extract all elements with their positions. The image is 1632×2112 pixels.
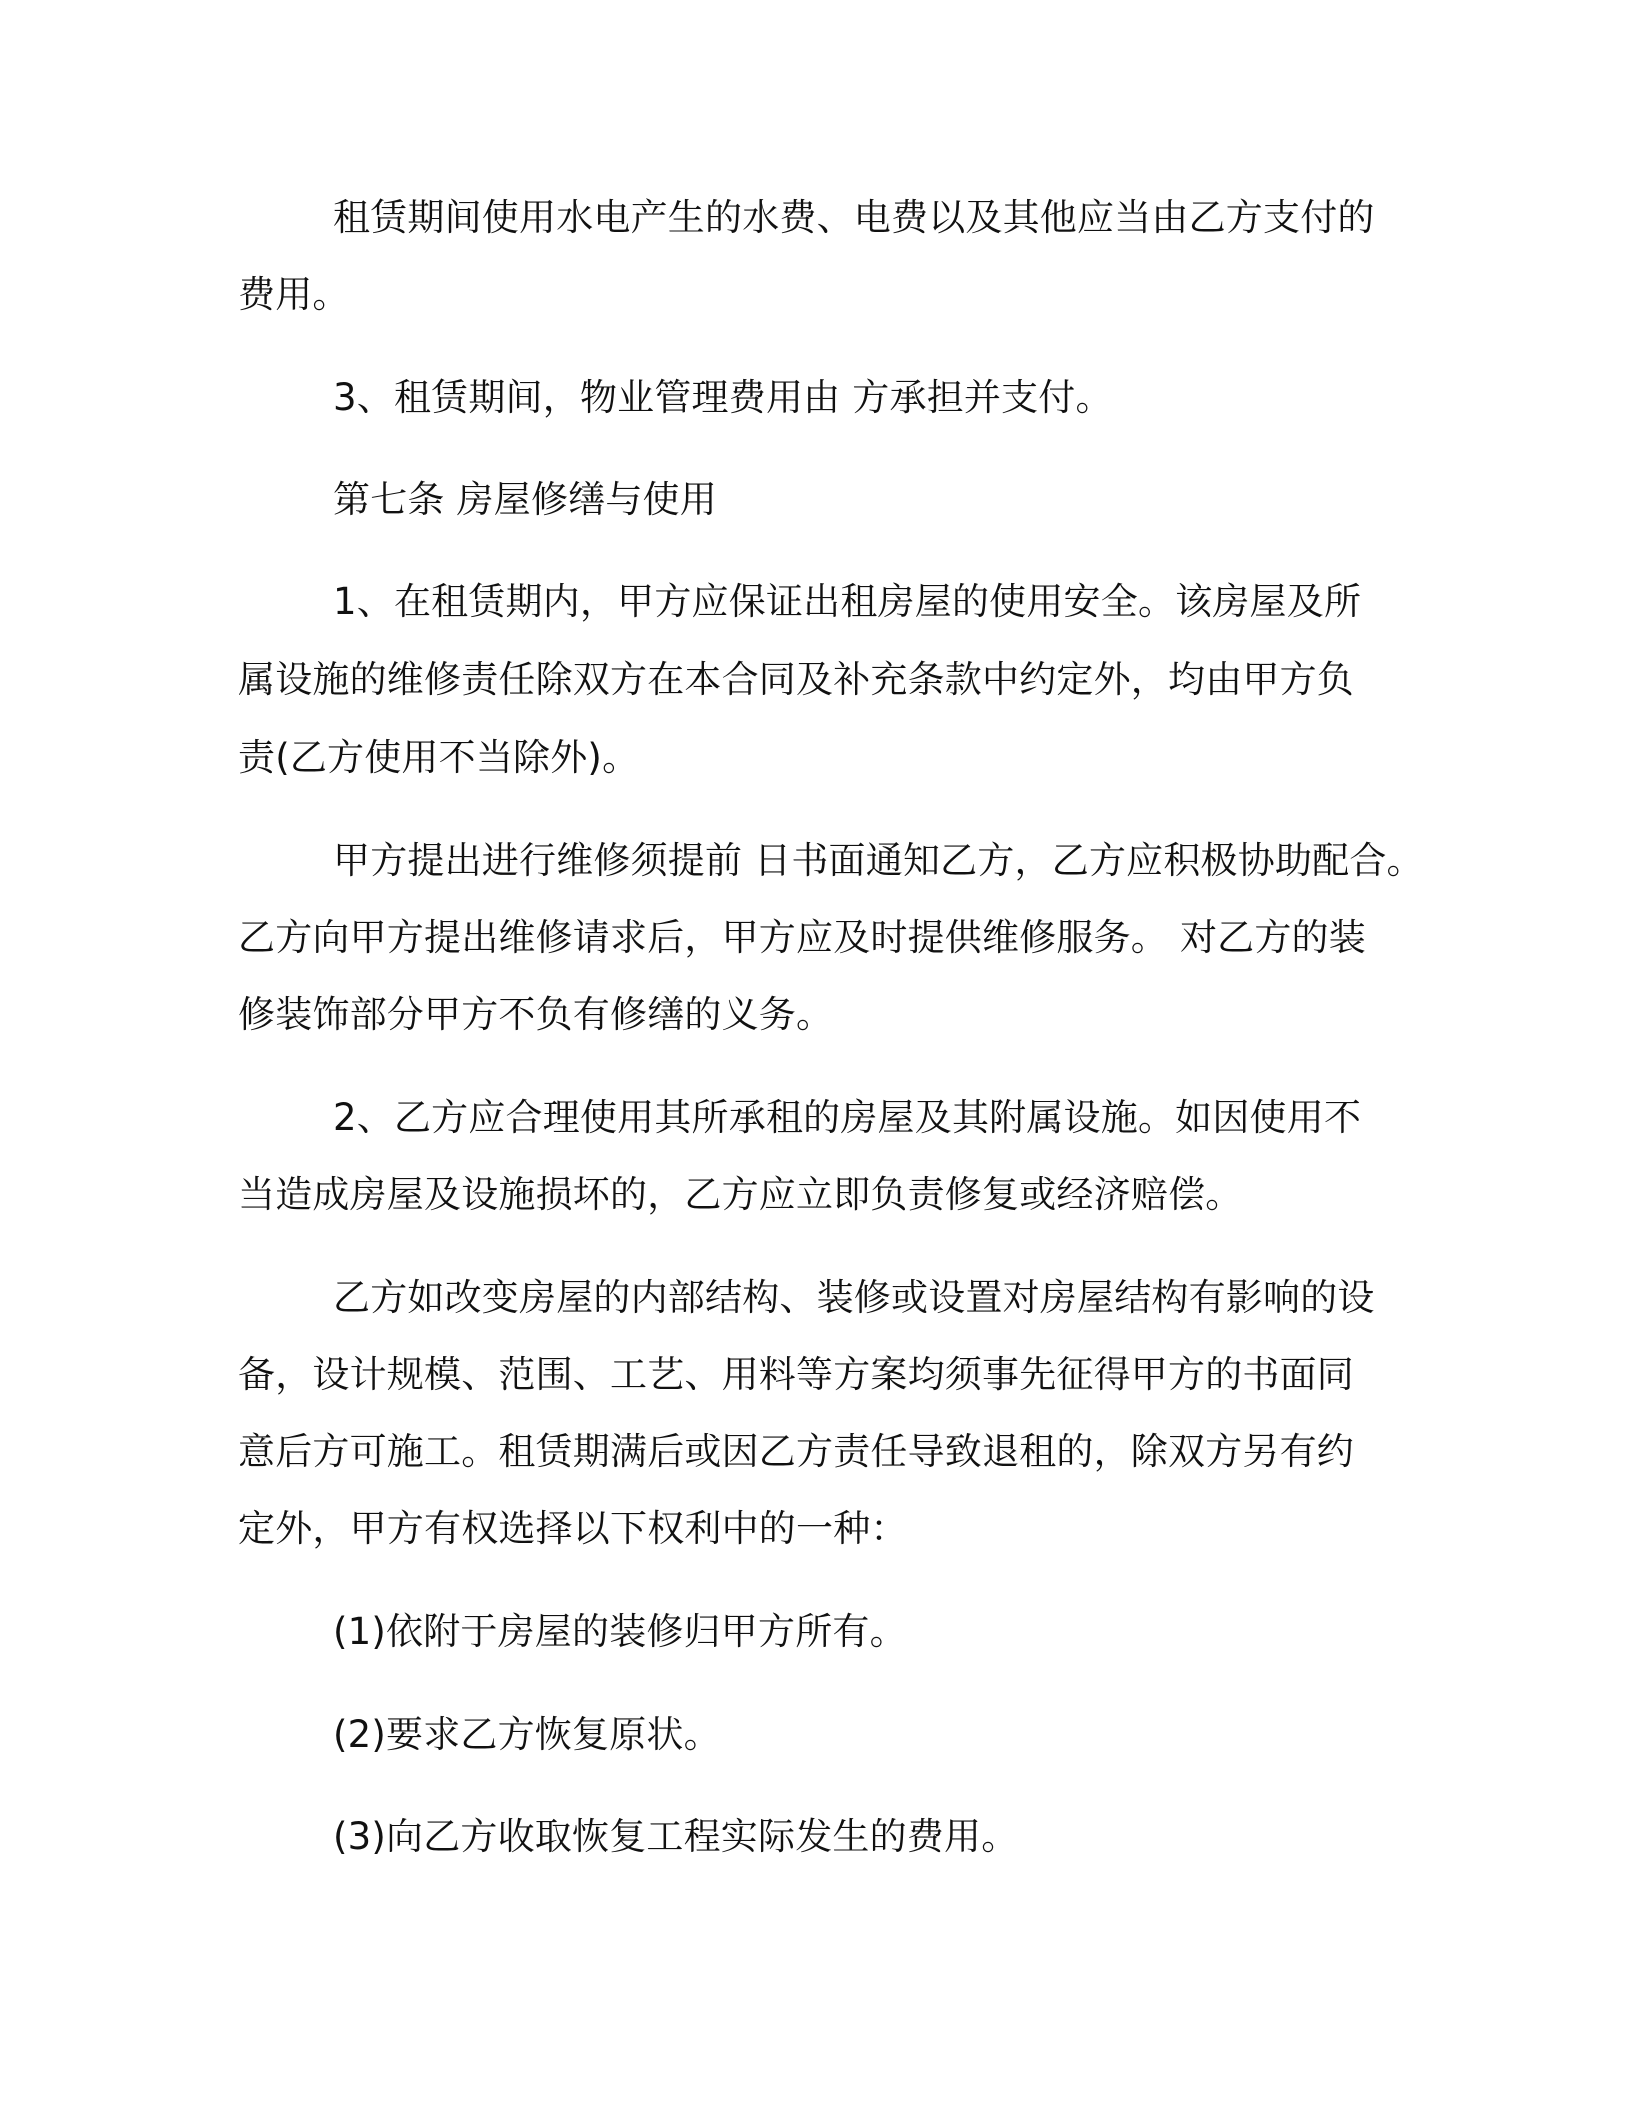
text-line-1: 租赁期间使用水电产生的水费、电费以及其他应当由乙方支付的 [333,196,1375,239]
text-line-2: 费用。 [238,273,350,316]
text-line-15: 意后方可施工。租赁期满后或因乙方责任导致退租的，除双方另有约 [238,1430,1354,1473]
text-line-8: 甲方提出进行维修须提前 日书面通知乙方，乙方应积极协助配合。 [333,839,1424,882]
text-line-11: 2、乙方应合理使用其所承租的房屋及其附属设施。如因使用不 [333,1096,1362,1139]
text-line-5: 1、在租赁期内，甲方应保证出租房屋的使用安全。该房屋及所 [333,580,1362,623]
text-line-3: 3、租赁期间，物业管理费用由 方承担并支付。 [333,376,1113,419]
text-line-9: 乙方向甲方提出维修请求后，甲方应及时提供维修服务。 对乙方的装 [238,916,1366,959]
text-line-12: 当造成房屋及设施损坏的，乙方应立即负责修复或经济赔偿。 [238,1173,1243,1216]
text-line-7: 责(乙方使用不当除外)。 [238,736,640,779]
text-line-6: 属设施的维修责任除双方在本合同及补充条款中约定外，均由甲方负 [238,658,1354,701]
text-line-4: 第七条 房屋修缮与使用 [333,478,717,521]
text-line-13: 乙方如改变房屋的内部结构、装修或设置对房屋结构有影响的设 [333,1276,1375,1319]
text-line-14: 备，设计规模、范围、工艺、用料等方案均须事先征得甲方的书面同 [238,1353,1354,1396]
text-line-17: (1)依附于房屋的装修归甲方所有。 [333,1610,907,1653]
text-line-19: (3)向乙方收取恢复工程实际发生的费用。 [333,1815,1019,1858]
text-line-10: 修装饰部分甲方不负有修缮的义务。 [238,993,834,1036]
text-line-18: (2)要求乙方恢复原状。 [333,1713,721,1756]
text-line-16: 定外，甲方有权选择以下权利中的一种： [238,1507,908,1550]
